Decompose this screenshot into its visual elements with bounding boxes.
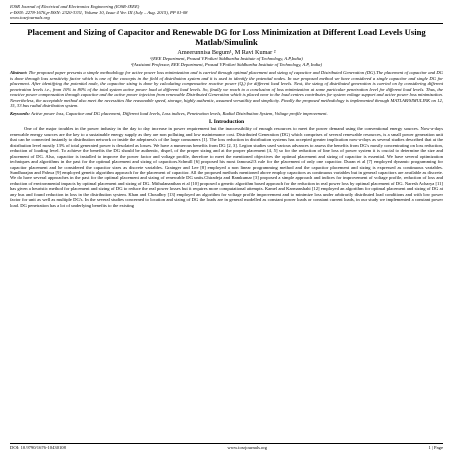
paper-title: Placement and Sizing of Capacitor and Renewable DG for Loss Minimization at Different Load Levels Using Matlab/Simulink xyxy=(27,26,426,47)
abstract-label: Abstract: xyxy=(10,70,28,76)
affiliation-1: ¹(EEE Department, Prasad V.Potluri Siddhartha Institute of Technology, A.P,India) xyxy=(150,56,303,62)
footer-rule xyxy=(10,443,443,444)
page-footer xyxy=(10,443,443,451)
paper-authors: Ameerunnisa Begum¹, M Ravi Kumar ² xyxy=(177,48,276,56)
journal-name: IOSR Journal of Electrical and Electronics Engineering (IOSR-JEEE) xyxy=(10,4,140,9)
footer-page-number: 1 | Page xyxy=(428,445,443,451)
affiliation-2: ²(Assistant Professor, EEE Department, Prasad V.Potluri Siddhartha Institute of Technology, A.P, India) xyxy=(130,61,323,67)
footer-site[interactable]: www.iosrjournals.org xyxy=(227,445,268,451)
header-rule xyxy=(10,23,443,24)
journal-issn: e-ISSN: 2278-1676,p-ISSN: 2320-3331, Volume 10, Issue 4 Ver. III (July – Aug. 2015), PP 01-08 xyxy=(10,9,188,15)
journal-url[interactable]: www.iosrjournals.org xyxy=(10,15,50,21)
footer-doi: DOI: 10.9790/1676-10430108 xyxy=(10,445,66,451)
keywords xyxy=(10,111,443,117)
keywords-label: Keywords: xyxy=(10,110,30,116)
introduction-text: One of the major troubles in the power industry in the day to day increase in power requirement but the inaccessibility of enough resources to meet the power demand using the conventional energy sources. Now-a-days renewable energy sources are the key to a sustainable energy supply as they are non polluting and low maintenance cost. Distributed Generation (DG) which comprises of several renewable resources, is a small power generation unit that can be connected instantly to distribution network or inside the adeptness's of the large consumers [1]. The loss reduction in distribution systems has accepted greater implication now-a-days as several studies described that at the distribution level mostly 13% of total generated power is desolated as losses. We have a numerous benefits from DG [2, 3]. Legion studies used various advances to assess the benefits from DG's mostly concentrating on loss reduction, reduction of loading level. To achieve the benefits the DG should be authentic, dispel, of the proper sizing and at the proper placement [4, 5] so for the reduction of line loss of power system it is crucial to determine the size and placement of DG. Also, capacitor is installed to improve the power factor and voltage profile, therefore to meet the mentioned objectives the optimal placement and sizing of capacitor is essential. We have several optimization techniques and algorithms in the past for the optimal placement and sizing of capacitors.Schmill [6] proposed his most famous2/3 rule for the placement of only one capacitor. Duran et al [7] employed dynamic programming for capacitor placement and he considered the capacitor sizes as discrete variables. Grainger and Lee [8] employed a non linear programming method and the capacitor placement and sizing is expressed as continuous variables. Sundharajan and Pahwa [9] employed genetic algorithm approach for the placement of capacitor. All the proposed methods mentioned above employ capacitors as continuous variables but in general capacitors are available as discrete. We do have several approaches in the past for the optimal placement and sizing of renewable DG units.Chiradeja and Ramkumar [3] proposed a simple approach and indices for improvement of voltage profile, reduction of loss and reduction of environmental impacts by optimal placement and sizing of DG. Mithulananthan et al [10] proposed a genetic algorithm based approach for the reduction in real power loss by optimal placement of DG. Naresh Acharya [11] has given a heuristic method for placement and sizing of DG to reduce the real power losses but it requires more computational attempts. Kamel and Karmanshahi [12] employed an algorithm for optimal placement and sizing of DG at any bus and found reduction in loss in the distribution system. Khan and Choudhry [13] employed an algorithm for voltage profile improvement and to minimize loss under arbitrarily distributed load conditions and with low power factor for unit as well as multiple DG's. In the several studies concerned to location and sizing of DG the loads are in general modelled as constant power loads or constant current loads, in our study we implemented a constant power load. DG penetration has a lot of underlying benefits to the existing xyxy=(10,126,443,208)
keywords-text: Active power loss, Capacitor and DG placement, Different load levels, Loss indices, Penetration levels, Radial Distribution System, Voltage profile improvement. xyxy=(29,110,328,116)
abstract xyxy=(10,70,443,109)
section-heading-introduction: I. Introduction xyxy=(208,119,245,126)
abstract-text: The proposed paper presents a simple methodology for active power loss minimization and is carried through optimal placement and sizing of capacitor and Distributed Generation (DG).The placement of capacitor and DG is done through loss sensitivity factor which is one of the concepts in the field of distribution system and it is used to identify the potential nodes. In our proposed method we have considered a single capacitor and single DG for placement. After identifying the potential node, the capacitor sizing is done by calculating compensative reactive power (Qₑ) for different load levels. Next, the sizing of distributed generation is carried on by considering different penetration levels i.e., from 10% to 80% of the total system active power load at different load levels. So, finally we reach to a conclusion of loss minimization at some particular penetration level for different load levels. Thus, the reactive power compensation through capacitor and the active power injection from renewable Distributed Generation which is placed near to the load centres contributes for system voltage support and active power loss minimization. Nevertheless, the acceptable method also meet the necessities like reasonable speed, storage, highly authentic, assumed versatility and simplicity. Finally the proposed methodology is implemented through MATLAB/SIMULINK on 12, 15, 33 bus radial distribution system. xyxy=(10,70,443,109)
